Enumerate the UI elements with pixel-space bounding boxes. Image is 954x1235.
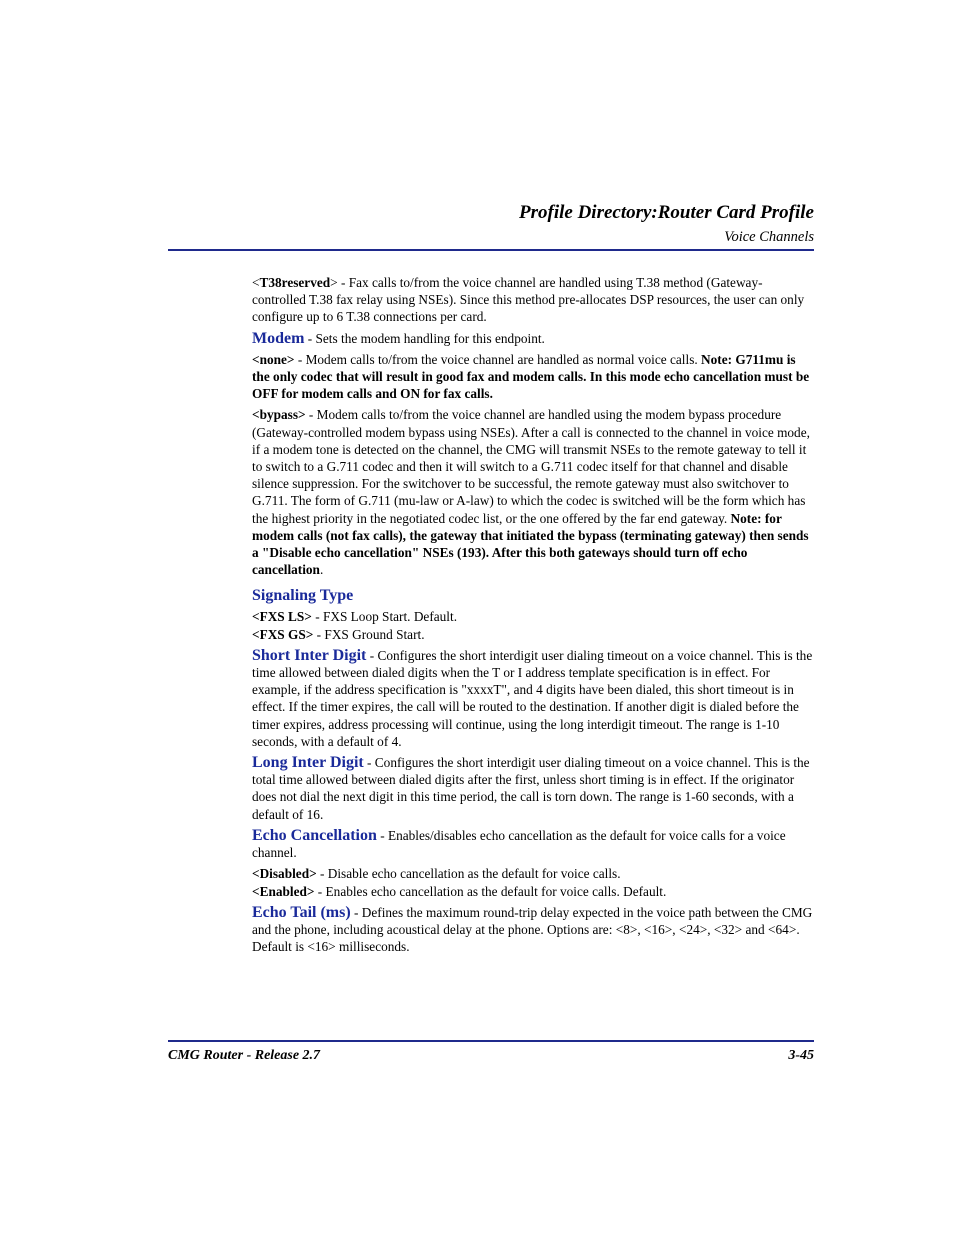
echo-tail-text: - Defines the maximum round-trip delay expected in the voice path between the CMG and the phone, including acoustical delay at the phone. Options are: <8>, <16>, <24>, <32> and <64>. Default is <16> milliseconds.: [252, 904, 813, 955]
signaling-ls-term: FXS LS: [259, 609, 305, 625]
header-rule: [168, 249, 814, 251]
modem-bypass-text: - Modem calls to/from the voice channel are handled using the modem bypass procedure (Gateway-controlled modem bypass using NSEs). After a call is connected to the channel in voice mode, if a modem tone is detected on the channel, the CMG will transmit NSEs to the remote gateway to tell it to switch to a G.711 codec and then it will switch to a G.711 codec itself for that channel and disable silence suppression. For the switchover to be successful, the remote gateway must also switchover to G.711. The form of G.711 (mu-law or A-law) to which the codec is switched will be the form which has the highest priority in the negotiated codec list, or the one offered by the far end gateway.: [252, 407, 810, 526]
signaling-gs-text: - FXS Ground Start.: [313, 626, 425, 642]
modem-none-note: Note: G711mu is the only codec that will result in good fax and modem calls. In this mode echo cancellation must be OFF for modem calls and ON for fax calls.: [252, 351, 810, 402]
echo-heading: Echo Cancellation: [252, 826, 377, 844]
signaling-gs-term: FXS GS: [259, 626, 306, 642]
echo-tail-paragraph: [252, 904, 814, 956]
modem-bypass-note: Note: for modem calls (not fax calls), the gateway that initiated the bypass (terminating gateway) then sends a "Disable echo cancellation" NSEs (193). After this both gateways should turn off echo cancellation: [252, 510, 809, 578]
signaling-gs: <FXS GS> - FXS Ground Start.: [252, 626, 425, 642]
echo-enabled: <Enabled> - Enables echo cancellation as the default for voice calls. Default.: [252, 883, 667, 899]
page-header: [168, 201, 814, 247]
page-number: 3-45: [788, 1048, 814, 1063]
page-title: Profile Directory:Router Card Profile: [519, 202, 814, 223]
modem-bypass-end: .: [319, 562, 324, 578]
long-digit-heading: Long Inter Digit: [252, 754, 364, 772]
main-content: [252, 274, 814, 959]
modem-none-term: none: [259, 351, 287, 367]
modem-intro-text: - Sets the modem handling for this endpoint.: [304, 330, 545, 346]
long-digit-text: - Configures the short interdigit user dialing timeout on a voice channel. This is the total time allowed between dialed digits after the first, unless short timing is in effect. If the originator does not dial the next digit in this time period, the call is torn down. The range is 1-60 seconds, with a default of 16.: [252, 755, 810, 822]
signaling-ls: <FXS LS> - FXS Loop Start. Default.: [252, 609, 458, 625]
echo-disabled-term: Disabled: [259, 866, 310, 882]
short-digit-heading: Short Inter Digit: [252, 646, 367, 664]
modem-bypass-term: bypass: [259, 407, 299, 423]
modem-none-text: - Modem calls to/from the voice channel are handled as normal voice calls.: [294, 351, 702, 367]
t38-term: T38reserved: [259, 275, 331, 290]
modem-heading: Modem: [252, 329, 305, 347]
echo-tail-heading: Echo Tail (ms): [252, 903, 351, 921]
signaling-heading: Signaling Type: [252, 587, 354, 605]
modem-bypass-paragraph: <bypass> - Modem calls to/from the voice channel are handled using the modem bypass procedure (Gateway-controlled modem bypass using NSEs). After a call is connected to the channel in voice mode, if a modem tone is detected on the channel, the CMG will transmit NSEs to the remote gateway to tell it to switch to a G.711 codec and then it will switch to a G.711 codec itself for that channel and disable silence suppression. For the switchover to be successful, the remote gateway must also switchover to G.711. The form of G.711 (mu-law or A-law) to which the codec is switched will be the form which has the highest priority in the negotiated codec list, or the one offered by the far end gateway. Note: for modem calls (not fax calls), the gateway that initiated the bypass (terminating gateway) then sends a "Disable echo cancellation" NSEs (193). After this both gateways should turn off echo cancellation.: [252, 407, 810, 578]
echo-disabled: <Disabled> - Disable echo cancellation as the default for voice calls.: [252, 866, 621, 882]
short-digit-text: - Configures the short interdigit user dialing timeout on a voice channel. This is the time allowed between dialed digits when the T or I address template specification is in effect. For example, if the address specification is "xxxxT", and 4 digits have been dialed, this short timeout is in effect. If the timer expires, the call will be routed to the destination. If another digit is dialed before the timer expires, address processing will continue, using the long interdigit timeout. The range is 1-10 seconds, with a default of 4.: [252, 647, 813, 749]
echo-paragraph: [252, 827, 814, 861]
modem-intro: [252, 330, 814, 347]
echo-enabled-text: - Enables echo cancellation as the default for voice calls. Default.: [314, 883, 667, 899]
page-subtitle: Voice Channels: [724, 229, 814, 245]
short-digit-paragraph: [252, 647, 814, 750]
echo-text: - Enables/disables echo cancellation as the default for voice calls for a voice channel.: [252, 827, 786, 861]
signaling-ls-text: - FXS Loop Start. Default.: [311, 609, 458, 625]
footer-rule: [168, 1040, 814, 1042]
footer-product: CMG Router - Release 2.7: [168, 1048, 321, 1063]
echo-disabled-text: - Disable echo cancellation as the default for voice calls.: [316, 866, 621, 882]
echo-enabled-term: Enabled: [259, 883, 307, 899]
t38-paragraph: <T38reserved> - Fax calls to/from the voice channel are handled using T.38 method (Gateway-controlled T.38 fax relay using NSEs). Since this method pre-allocates DSP resources, the user can only configure up to 6 T.38 connections per card.: [252, 275, 805, 325]
t38-text: - Fax calls to/from the voice channel are handled using T.38 method (Gateway-controlled T.38 fax relay using NSEs). Since this method pre-allocates DSP resources, the user can only configure up to 6 T.38 connections per card.: [252, 275, 805, 325]
long-digit-paragraph: [252, 754, 814, 823]
modem-none-paragraph: <none> - Modem calls to/from the voice channel are handled as normal voice calls. Note: G711mu is the only codec that will result in good fax and modem calls. In this mode echo cancellation must be OFF for modem calls and ON for fax calls.: [252, 351, 810, 402]
